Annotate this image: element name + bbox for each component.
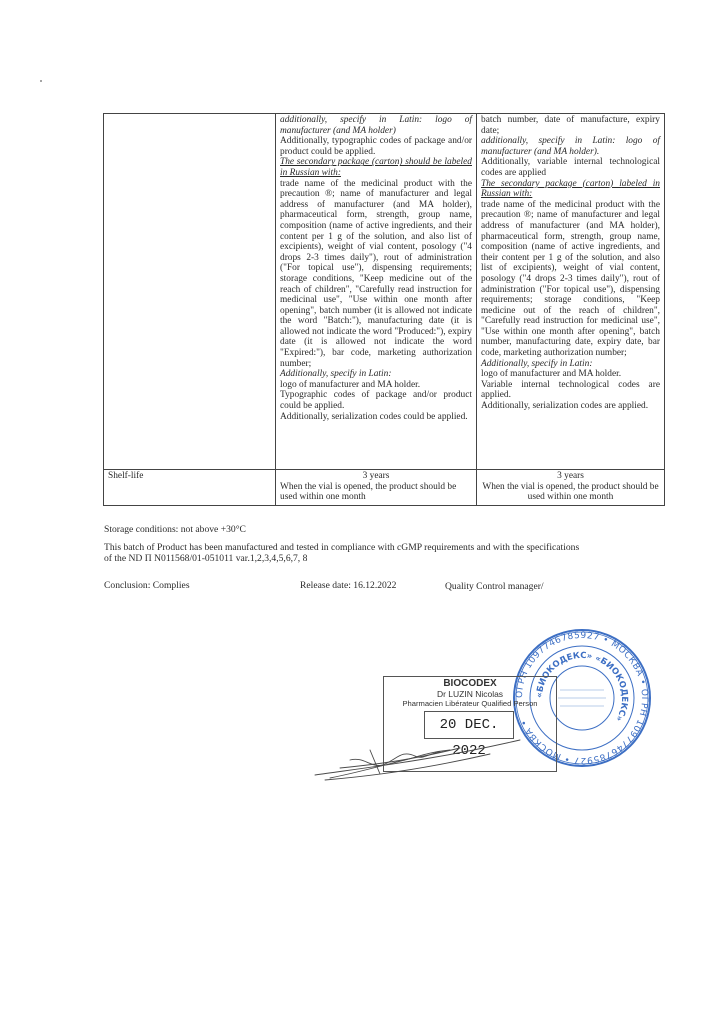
shelf-life-result	[477, 470, 665, 506]
shelf-life-years: 3 years	[362, 471, 390, 481]
table-cell-empty	[104, 114, 276, 470]
batch-compliance-line-2: of the ND П N011568/01-051011 var.1,2,3,4,5,6,7, 8	[104, 553, 308, 564]
conclusion: Conclusion: Complies	[104, 580, 190, 591]
batch-compliance-line-1: This batch of Product has been manufactured and tested in compliance with cGMP requirements and with the specifications	[104, 542, 580, 553]
scan-speck	[40, 80, 42, 82]
shelf-life-note: When the vial is opened, the product should be used within one month	[280, 481, 457, 503]
cell-paragraph: The secondary package (carton) should be labeled in Russian with:	[280, 157, 472, 178]
qc-manager: Quality Control manager/	[445, 581, 544, 592]
cell-paragraph: Additionally, serialization codes are applied.	[481, 401, 649, 412]
cell-paragraph: additionally, specify in Latin: logo of manufacturer (and MA holder)	[280, 115, 472, 136]
stamp-role: Pharmacien Libérateur Qualified Person	[402, 699, 538, 708]
cell-paragraph: Typographic codes of package and/or product could be applied.	[280, 390, 472, 412]
table-row	[104, 470, 665, 506]
release-date: Release date: 16.12.2022	[300, 580, 397, 591]
labeling-requirements-cell	[276, 114, 477, 470]
labeling-results-cell	[477, 114, 665, 470]
shelf-life-requirement	[276, 470, 477, 506]
cell-paragraph: Additionally, specify in Latin:	[481, 358, 593, 369]
stamp-company: BIOCODEX	[443, 678, 497, 689]
shelf-life-label: Shelf-life	[104, 470, 276, 506]
seal-inner-text: «БИОКОДЕКС» «БИОКОДЕКС»	[534, 650, 630, 723]
cell-paragraph: Additionally, typographic codes of package and/or product could be applied.	[280, 136, 472, 157]
stamp-date: 20 DEC. 2022	[424, 711, 514, 739]
table-row	[104, 114, 665, 470]
storage-conditions: Storage conditions: not above +30°C	[104, 524, 246, 535]
cell-paragraph: additionally, specify in Latin: logo of manufacturer (and MA holder).	[481, 136, 660, 157]
stamp-person: Dr LUZIN Nicolas	[436, 689, 504, 699]
cell-paragraph: Additionally, variable internal technological codes are applied	[481, 157, 660, 178]
shelf-life-years: 3 years	[557, 471, 584, 481]
cell-paragraph: Additionally, specify in Latin:	[280, 369, 392, 380]
cell-paragraph: logo of manufacturer and MA holder.	[280, 379, 421, 390]
cell-paragraph: trade name of the medicinal product with the precaution ®; name of manufacturer and legal address of manufacturer (and MA holder), pharmaceutical form, strength, group name, composition (name of active ingredients, and their content per 1 g of the solution, and also list of excipients), weight of vial content, posology ("4 drops 2-3 times daily"), rout of administration ("For topical use"), dispensing requirements; storage conditions, "Keep medicine out of the reach of children", "Carefully read instruction for medicinal use", "Use within one month after opening", batch number, manufacturing date, expiry date, bar code, marketing authorization number;	[481, 199, 660, 359]
cell-paragraph: logo of manufacturer and MA holder.	[481, 369, 622, 380]
shelf-life-note: When the vial is opened, the product should be used within one month	[482, 481, 659, 503]
signature-icon	[310, 730, 530, 785]
seal-outer-text: ОГРН 1097746785927 • МОСКВА • ОГРН 1097746785927 • МОСКВА •	[514, 630, 650, 766]
cell-paragraph: Additionally, serialization codes could be applied.	[280, 411, 468, 422]
cell-paragraph: batch number, date of manufacture, expiry date;	[481, 115, 660, 136]
specification-table	[103, 113, 665, 506]
cell-paragraph: trade name of the medicinal product with the precaution ®; name of manufacturer and legal address of manufacturer (and MA holder), pharmaceutical form, strength, group name, composition (name of active ingredients, and their content per 1 g of the solution, and also list of excipients), weight of vial content, posology ("4 drops 2-3 times daily"), rout of administration ("For topical use"), dispensing requirements; storage conditions, "Keep medicine out of the reach of children", "Carefully read instruction for medicinal use", "Use within one month after opening", batch number (it is allowed not indicate the word "Batch:"), manufacturing date (it is allowed not indicate the word "Produced:"), expiry date (it is allowed not indicate the word "Expired:"), bar code, marketing authorization number;	[280, 178, 472, 369]
cell-paragraph: The secondary package (carton) labeled in Russian with:	[481, 178, 660, 200]
cell-paragraph: Variable internal technological codes are applied.	[481, 379, 660, 401]
